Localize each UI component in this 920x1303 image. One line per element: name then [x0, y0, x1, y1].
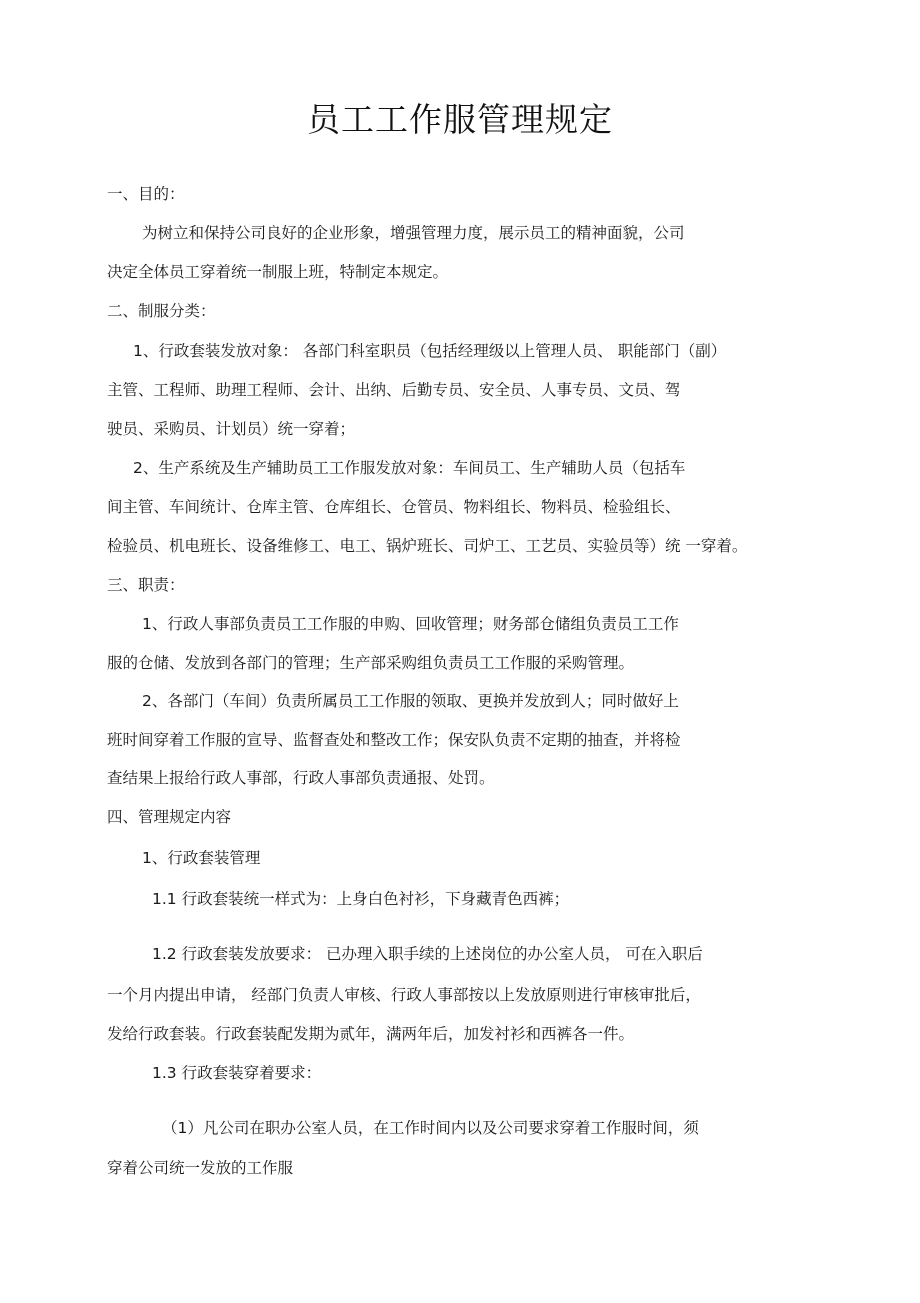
paragraph-line: 发给行政套装。行政套装配发期为贰年，满两年后，加发衬衫和西裤各一件。	[107, 1025, 635, 1043]
document-title: 员工工作服管理规定	[307, 100, 613, 139]
paragraph-line: 2、各部门（车间）负责所属员工工作服的领取、更换并发放到人；同时做好上	[142, 692, 679, 710]
paragraph-line: 1、行政人事部负责员工工作服的申购、回收管理；财务部仓储组负责员工工作	[142, 615, 679, 633]
paragraph-line: 穿着公司统一发放的工作服	[107, 1159, 294, 1177]
paragraph-line: 主管、工程师、助理工程师、会计、出纳、后勤专员、安全员、人事专员、文员、驾	[107, 381, 681, 399]
paragraph-line: 间主管、车间统计、仓库主管、仓库组长、仓管员、物料组长、物料员、检验组长、	[107, 498, 681, 516]
subsection-heading: 1、行政套装管理	[142, 849, 261, 867]
clause-line: （1）凡公司在职办公室人员，在工作时间内以及公司要求穿着工作服时间，须	[162, 1119, 699, 1137]
paragraph-line: 服的仓储、发放到各部门的管理；生产部采购组负责员工工作服的采购管理。	[107, 654, 635, 672]
clause-line: 1.1 行政套装统一样式为：上身白色衬衫，下身藏青色西裤；	[152, 890, 570, 908]
paragraph-line: 检验员、机电班长、设备维修工、电工、锅炉班长、司炉工、工艺员、实验员等）统 一穿着。	[107, 537, 748, 555]
section-heading-management-rules: 四、管理规定内容	[107, 808, 232, 826]
paragraph-line: 一个月内提出申请， 经部门负责人审核、行政人事部按以上发放原则进行审核审批后，	[107, 986, 701, 1004]
paragraph-line: 为树立和保持公司良好的企业形象，增强管理力度，展示员工的精神面貌，公司	[142, 224, 685, 242]
paragraph-line: 班时间穿着工作服的宣导、监督查处和整改工作；保安队负责不定期的抽查，并将检	[107, 731, 681, 749]
clause-line: 1.3 行政套装穿着要求：	[152, 1064, 322, 1082]
paragraph-line: 查结果上报给行政人事部，行政人事部负责通报、处罚。	[107, 769, 495, 787]
section-heading-purpose: 一、目的：	[107, 185, 185, 203]
paragraph-line: 驶员、采购员、计划员）统一穿着；	[107, 420, 356, 438]
clause-line: 1.2 行政套装发放要求： 已办理入职手续的上述岗位的办公室人员， 可在入职后	[152, 945, 703, 963]
section-heading-responsibilities: 三、职责：	[107, 576, 185, 594]
section-heading-uniform-types: 二、制服分类：	[107, 302, 216, 320]
paragraph-line: 1、行政套装发放对象： 各部门科室职员（包括经理级以上管理人员、 职能部门（副）	[133, 342, 727, 360]
paragraph-line: 2、生产系统及生产辅助员工工作服发放对象：车间员工、生产辅助人员（包括车	[133, 459, 686, 477]
paragraph-line: 决定全体员工穿着统一制服上班，特制定本规定。	[107, 263, 449, 281]
